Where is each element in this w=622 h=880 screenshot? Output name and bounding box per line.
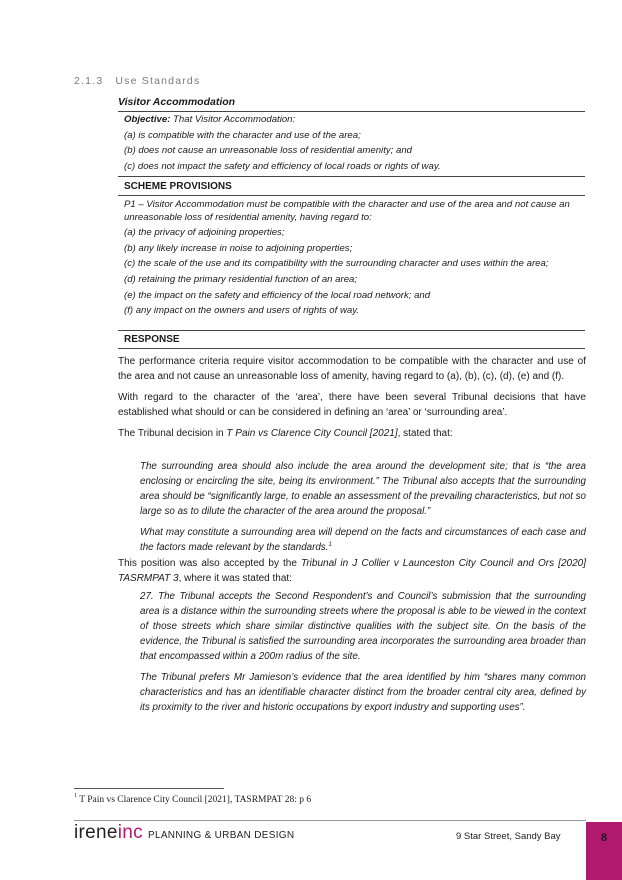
objective-text: That Visitor Accommodation: xyxy=(170,114,296,125)
response-paragraph: The Tribunal decision in T Pain vs Clarence City Council [2021], stated that: xyxy=(118,428,453,439)
page-number: 8 xyxy=(600,832,608,844)
divider xyxy=(118,176,585,177)
objective-item: (c) does not impact the safety and efficiency of local roads or rights of way. xyxy=(124,160,441,172)
p1-intro: P1 – Visitor Accommodation must be compatible with the character and use of the area and not cause an unreasonable loss of residential amenity, having regard to: xyxy=(124,199,570,223)
objective-item: (b) does not cause an unreasonable loss of residential amenity; and xyxy=(124,145,412,157)
scheme-provisions-title: SCHEME PROVISIONS xyxy=(124,181,232,192)
section-number: 2.1.3 xyxy=(74,75,104,87)
p1-item: (b) any likely increase in noise to adjoining properties; xyxy=(124,242,353,254)
quote-block-2 xyxy=(140,589,586,721)
response-body xyxy=(118,354,586,447)
p1-item: (f) any impact on the owners and users of rights of way. xyxy=(124,305,359,317)
footnote xyxy=(74,795,311,805)
quote-paragraph: The surrounding area should also include the area around the development site; that is “the area enclosing or encircling the site, being its environment.” The Tribunal also accepts that the surrounding area should be “significantly large, to enable an assessment of the prevailing characteristics, but not so large so as to dilute the character of the area around the proposal.” xyxy=(140,461,587,517)
page-number-badge xyxy=(586,822,622,880)
quote-block-1 xyxy=(140,459,586,561)
quote-paragraph: What may constitute a surrounding area will depend on the facts and circumstances of each case and the factors made relevant by the standards.$^1$ xyxy=(140,527,586,553)
p1-item: (a) the privacy of adjoining properties; xyxy=(124,227,285,239)
p1-item: (c) the scale of the use and its compatibility with the surrounding character and uses within the area; xyxy=(124,258,549,270)
footnote-divider xyxy=(74,788,224,789)
objective-label: Objective: xyxy=(124,114,171,125)
divider xyxy=(118,330,585,331)
divider xyxy=(118,195,585,196)
company-tagline: PLANNING & URBAN DESIGN xyxy=(148,830,295,841)
footnote-text: T Pain vs Clarence City Council [2021], TASRMPAT 28: p 6 xyxy=(77,795,312,805)
footnote-ref: 1 xyxy=(328,542,332,548)
case-citation: T Pain vs Clarence City Council [2021] xyxy=(226,428,398,439)
footnote-marker: 1 xyxy=(74,793,77,799)
response-body-2 xyxy=(118,556,586,592)
company-address: 9 Star Street, Sandy Bay xyxy=(456,831,561,842)
response-paragraph: This position was also accepted by the Tribunal in J Collier v Launceston City Council and Ors [2020] TASRMPAT 3, where it was stated that: xyxy=(118,558,587,584)
section-heading xyxy=(74,75,200,87)
p1-item: (e) the impact on the safety and efficiency of the local road network; and xyxy=(124,289,431,301)
response-paragraph: The performance criteria require visitor accommodation to be compatible with the character and use of the area and not cause an unreasonable loss of amenity, having regard to (a), (b), (c), (d), (e) and (f). xyxy=(118,356,586,382)
p1-box xyxy=(118,199,585,321)
company-logo: ireneinc xyxy=(74,822,143,843)
case-citation: Tribunal in J Collier v Launceston City Council and Ors [2020] TASRMPAT 3 xyxy=(118,558,587,584)
p1-item: (d) retaining the primary residential function of an area; xyxy=(124,273,358,285)
objective-item: (a) is compatible with the character and use of the area; xyxy=(124,129,361,141)
quote-paragraph: The Tribunal prefers Mr Jamieson’s evidence that the area identified by him “shares many common characteristics and has an identifiable character distinct from the broader central city area, defined by its proximity to the river and historic occupations by export industry and supporting uses”. xyxy=(140,672,586,713)
section-title: Use Standards xyxy=(115,75,201,87)
subheading: Visitor Accommodation xyxy=(118,96,236,108)
objective-box xyxy=(118,114,585,176)
divider xyxy=(118,111,585,112)
response-title: RESPONSE xyxy=(124,334,180,345)
response-paragraph: With regard to the character of the ‘area’, there have been several Tribunal decisions that have established what should or can be considered in defining an ‘area’ or ‘surrounding area’. xyxy=(118,392,586,418)
quote-paragraph: 27. The Tribunal accepts the Second Respondent’s and Council’s submission that the surrounding area is a distance within the surrounding streets where the proposal is able to be viewed in the context of those streets which share similar distinctive qualities with the subject site. On the basis of the evidence, the Tribunal is satisfied the surrounding area incorporates the surrounding area broader than that encompassed within a 200m radius of the site. xyxy=(140,591,586,662)
divider xyxy=(118,348,585,349)
footer-divider xyxy=(74,820,586,821)
